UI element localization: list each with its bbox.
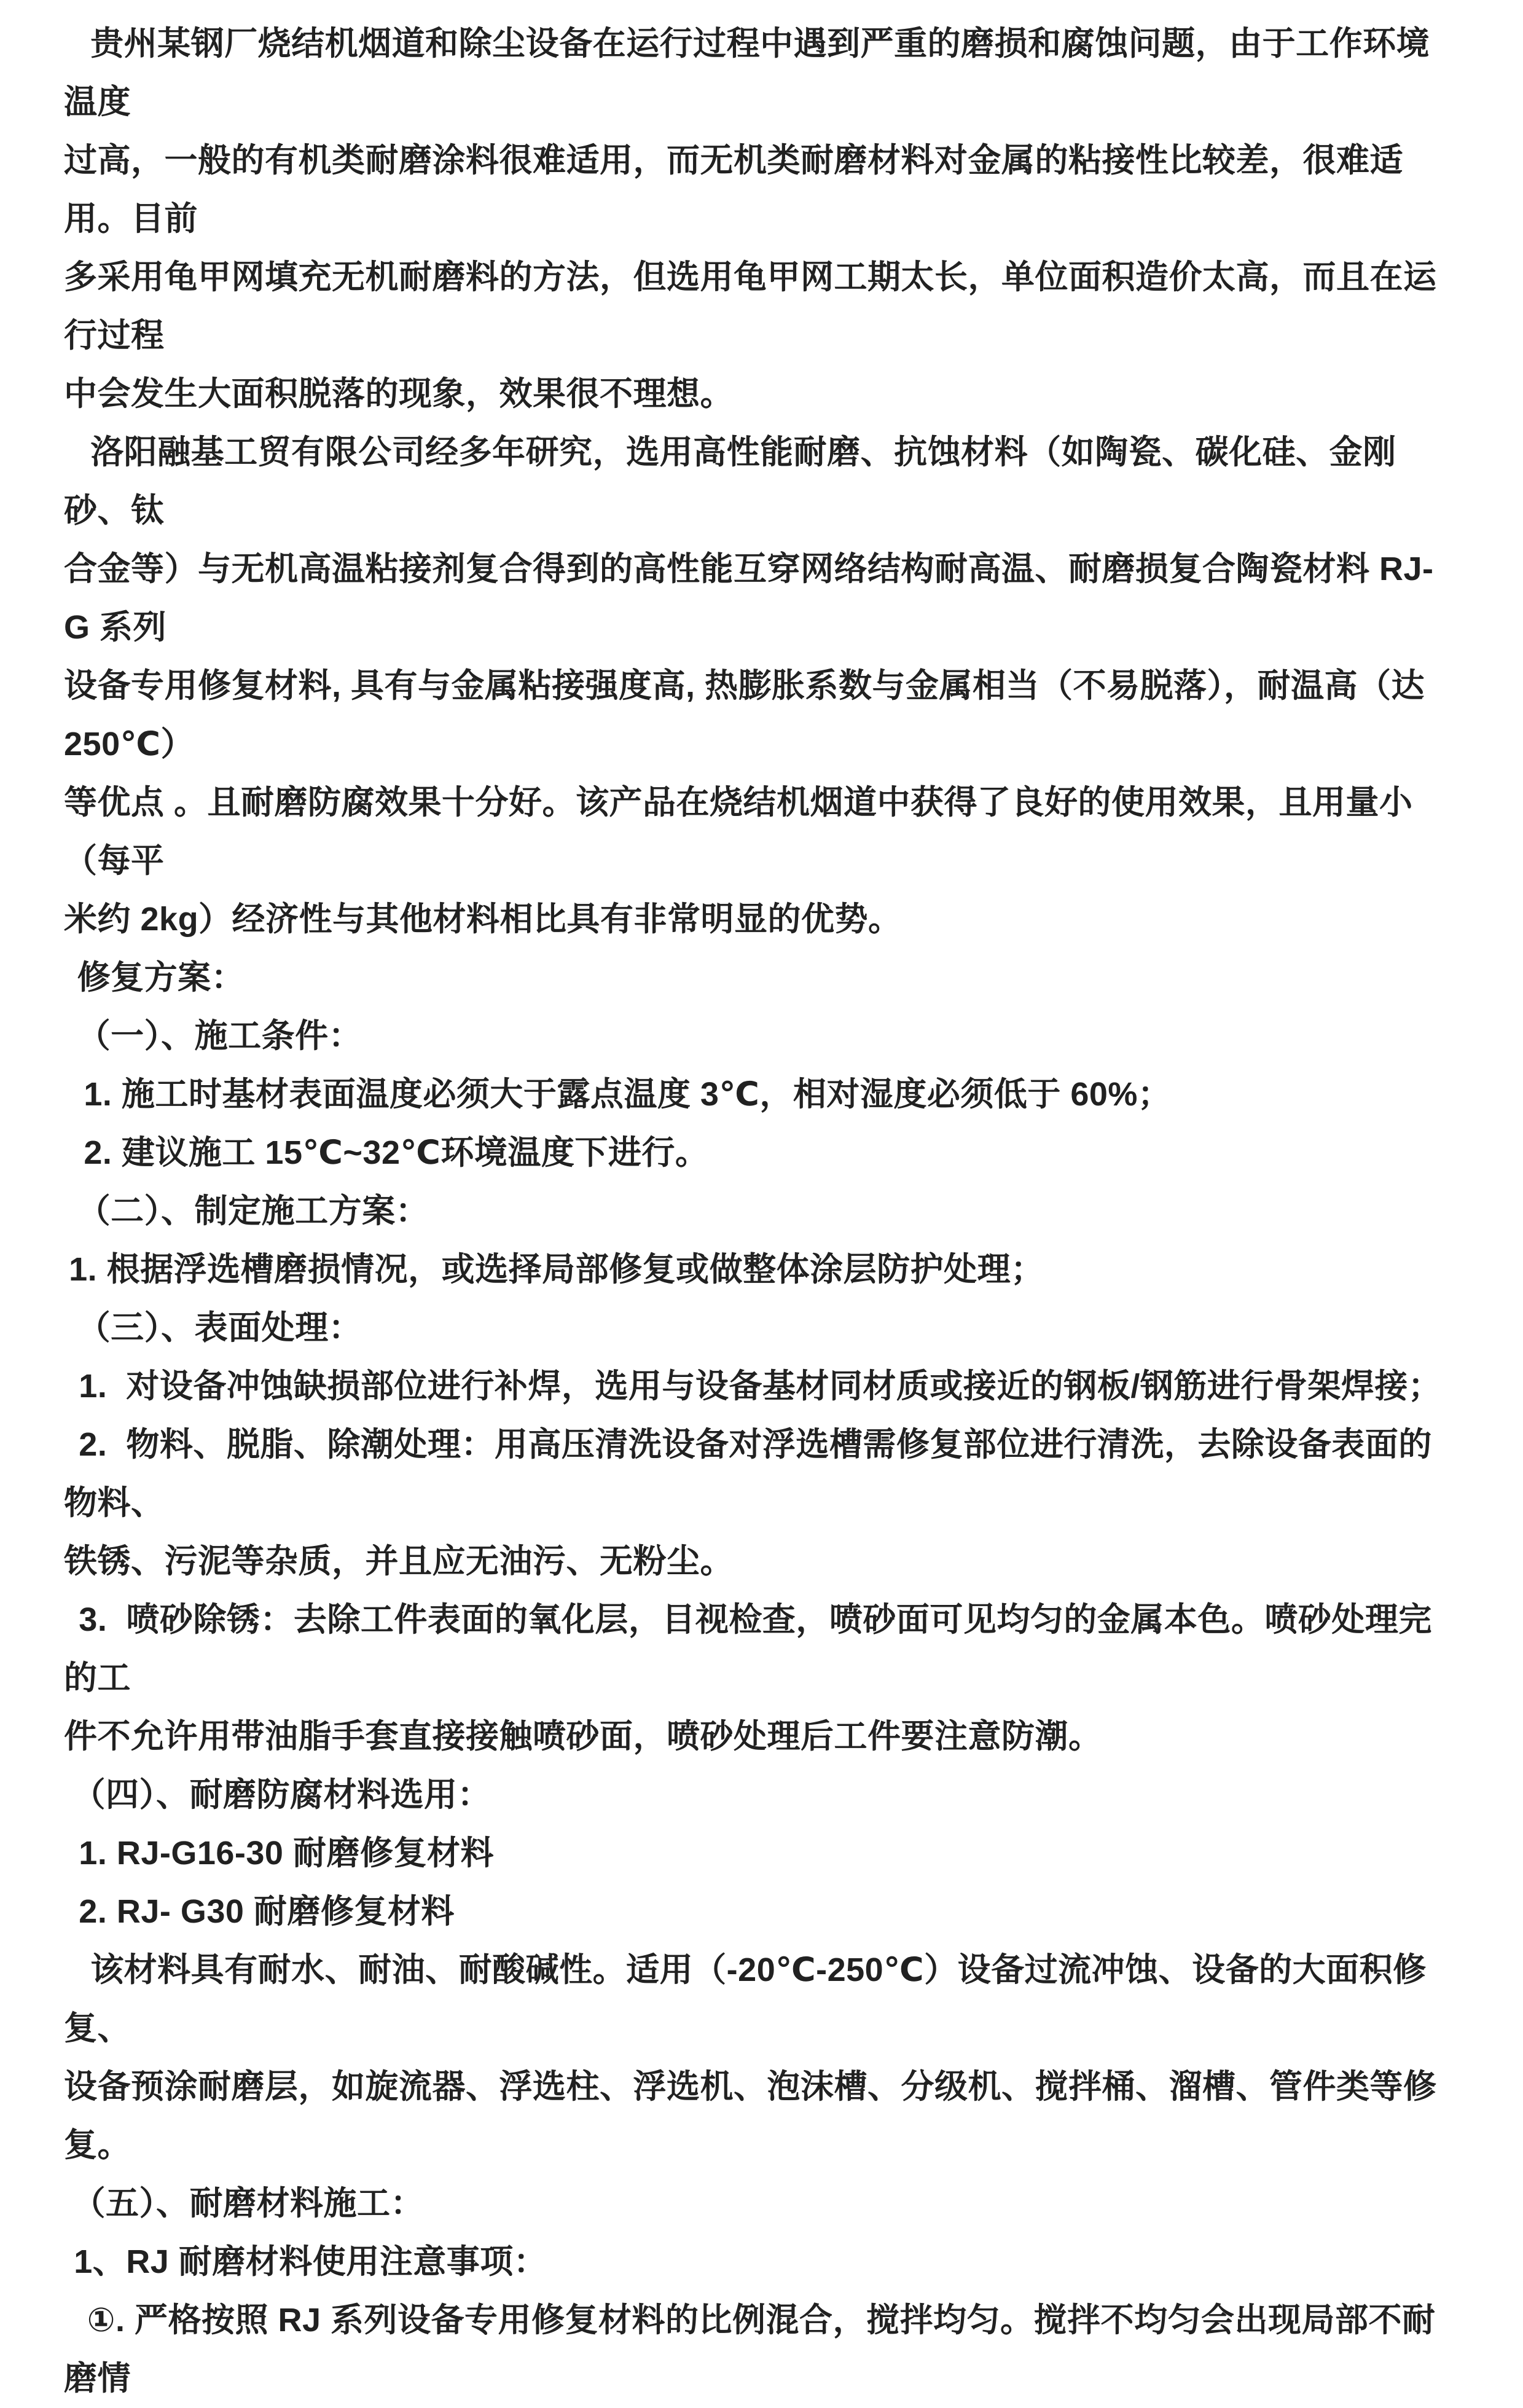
text-line: 1. 施工时基材表面温度必须大于露点温度 3℃，相对湿度必须低于 60%；	[84, 1076, 1172, 1113]
text-line: 米约 2kg）经济性与其他材料相比具有非常明显的优势。	[64, 901, 902, 938]
text-line: 铁锈、污泥等杂质，并且应无油污、无粉尘。	[64, 1543, 734, 1580]
text-line: （五）、耐磨材料施工：	[72, 2185, 424, 2222]
text-line: （二）、制定施工方案：	[77, 1193, 429, 1229]
text-line: （三）、表面处理：	[77, 1309, 362, 1346]
text-line: 1. 对设备冲蚀缺损部位进行补焊，选用与设备基材同材质或接近的钢板/钢筋进行骨架焊接；	[79, 1368, 1442, 1405]
text-line: 洛阳融基工贸有限公司经多年研究，选用高性能耐磨、抗蚀材料（如陶瓷、碳化硅、金刚砂、钛	[64, 434, 1396, 529]
text-line: 2. 建议施工 15℃~32℃环境温度下进行。	[84, 1134, 709, 1171]
text-line: 2. 物料、脱脂、除潮处理：用高压清洗设备对浮选槽需修复部位进行清洗，去除设备表面的物料、	[64, 1426, 1432, 1521]
text-line: 1、RJ 耐磨材料使用注意事项：	[74, 2243, 547, 2280]
text-line: 3. 喷砂除锈：去除工件表面的氧化层，目视检查，喷砂面可见均匀的金属本色。喷砂处理完的工	[64, 1601, 1432, 1696]
text-line: （四）、耐磨防腐材料选用：	[72, 1776, 491, 1813]
text-line: 等优点 。且耐磨防腐效果十分好。该产品在烧结机烟道中获得了良好的使用效果，且用量小（每平	[64, 784, 1413, 879]
text-line: 2. RJ- G30 耐磨修复材料	[79, 1893, 455, 1930]
text-line: 中会发生大面积脱落的现象，效果很不理想。	[64, 375, 734, 412]
text-line: 修复方案：	[77, 959, 245, 996]
text-line: 多采用龟甲网填充无机耐磨料的方法，但选用龟甲网工期太长，单位面积造价太高，而且在运行过程	[64, 259, 1437, 354]
text-line: 设备专用修复材料, 具有与金属粘接强度高, 热膨胀系数与金属相当（不易脱落），耐温高（达 250℃）	[64, 667, 1435, 763]
text-line: 过高，一般的有机类耐磨涂料很难适用，而无机类耐磨材料对金属的粘接性比较差，很难适用。目前	[64, 142, 1403, 237]
text-line: 1. RJ-G16-30 耐磨修复材料	[79, 1835, 494, 1872]
text-line: 1. 根据浮选槽磨损情况，或选择局部修复或做整体涂层防护处理；	[69, 1251, 1044, 1288]
text-line: 件不允许用带油脂手套直接接触喷砂面，喷砂处理后工件要注意防潮。	[64, 1718, 1102, 1755]
text-line: 该材料具有耐水、耐油、耐酸碱性。适用（-20℃-250℃）设备过流冲蚀、设备的大面积修复、	[64, 1951, 1427, 2047]
text-line: 贵州某钢厂烧结机烟道和除尘设备在运行过程中遇到严重的磨损和腐蚀问题，由于工作环境温度	[64, 25, 1430, 120]
text-line: 设备预涂耐磨层，如旋流器、浮选柱、浮选机、泡沫槽、分级机、搅拌桶、溜槽、管件类等修复。	[64, 2068, 1437, 2163]
text-line: （一）、施工条件：	[77, 1018, 362, 1054]
text-line: ①. 严格按照 RJ 系列设备专用修复材料的比例混合，搅拌均匀。搅拌不均匀会出现局部不耐磨情	[64, 2302, 1436, 2397]
text-line: 合金等）与无机高温粘接剂复合得到的高性能互穿网络结构耐高温、耐磨损复合陶瓷材料 RJ-G 系列	[64, 551, 1434, 646]
